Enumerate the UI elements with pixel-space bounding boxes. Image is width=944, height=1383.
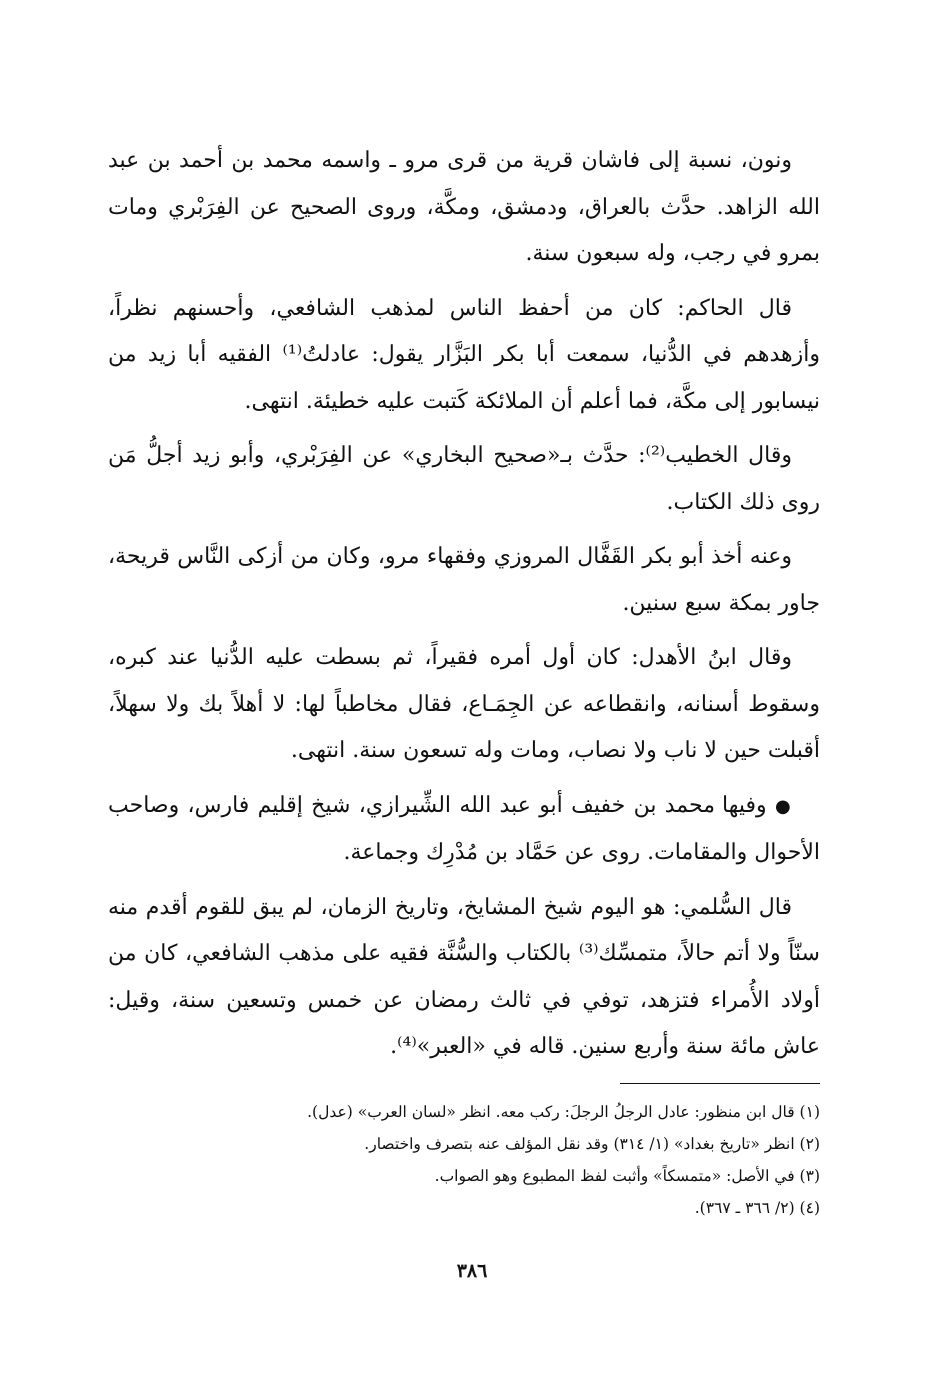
footnote-2: (٢) انظر «تاريخ بغداد» (١/ ٣١٤) وقد نقل المؤلف عنه بتصرف واختصار. bbox=[364, 1135, 820, 1153]
paragraph-hakim-quote: قال الحاكم: كان من أحفظ الناس لمذهب الشافعي، وأحسنهم نظراً، وأزهدهم في الدُّنيا، سمعت أبا بكر البَزَّار يقول: عادلتُ⁽¹⁾ الفقيه أبا زيد من نيسابور إلى مكَّة، فما أعلم أن الملائكة كَتبت عليه خطيئة. انتهى. bbox=[108, 295, 820, 414]
paragraph-sulami-quote: قال السُّلمي: هو اليوم شيخ المشايخ، وتاريخ الزمان، لم يبق للقوم أقدم منه سنّاً ولا أتم حالاً، متمسِّك⁽³⁾ بالكتاب والسُّنَّة فقيه على مذهب الشافعي، كان من أولاد الأُمراء فتزهد، توفي في ثالث رمضان عن خمس وتسعين سنة، وقيل: عاش مائة سنة وأربع سنين. قاله في «العبر»⁽⁴⁾. bbox=[108, 894, 820, 1059]
footnote-4: (٤) (٢/ ٣٦٦ ـ ٣٦٧). bbox=[694, 1199, 820, 1217]
footnotes bbox=[108, 1096, 820, 1224]
footnote-3: (٣) في الأصل: «متمسكاً» وأثبت لفظ المطبوع وهو الصواب. bbox=[434, 1167, 820, 1185]
paragraph-khatib-quote: وقال الخطيب⁽²⁾: حدَّث بـ«صحيح البخاري» عن الفِرَبْري، وأبو زيد أجلُّ مَن روى ذلك الكتاب. bbox=[108, 443, 820, 515]
paragraph-qaffal: وعنه أخذ أبو بكر القَفَّال المروزي وفقهاء مرو، وكان من أزكى النَّاس قريحة، جاور بمكة سبع سنين. bbox=[108, 544, 820, 616]
paragraph-ibn-khafif bbox=[108, 783, 820, 877]
main-text bbox=[108, 138, 820, 1079]
footnote-divider bbox=[620, 1083, 820, 1084]
paragraph-ahdal-quote: وقال ابنُ الأهدل: كان أول أمره فقيراً، ثم بسطت عليه الدُّنيا عند كبره، وسقوط أسنانه، وانقطاعه عن الجِمَـاع، فقال مخاطباً لها: لا أهلاً بك ولا سهلاً، أقبلت حين لا ناب ولا نصاب، ومات وله تسعون سنة. انتهى. bbox=[108, 645, 820, 763]
page-number: ٣٨٦ bbox=[456, 1260, 488, 1282]
bullet-icon: ● bbox=[774, 795, 792, 817]
paragraph-ibn-khafif-text: وفيها محمد بن خفيف أبو عبد الله الشِّيرازي، شيخ إقليم فارس، وصاحب الأحوال والمقامات. روى عن حَمَّاد بن مُدْرِك وجماعة. bbox=[108, 792, 820, 865]
footnote-1: (١) قال ابن منظور: عادل الرجلُ الرجلَ: ركب معه. انظر «لسان العرب» (عدل). bbox=[307, 1103, 820, 1121]
paragraph-abu-zayd-intro: ونون، نسبة إلى فاشان قرية من قرى مرو ـ واسمه محمد بن أحمد بن عبد الله الزاهد. حدَّث بالعراق، ودمشق، ومكَّة، وروى الصحيح عن الفِرَبْري ومات بمرو في رجب، وله سبعون سنة. bbox=[108, 148, 820, 266]
